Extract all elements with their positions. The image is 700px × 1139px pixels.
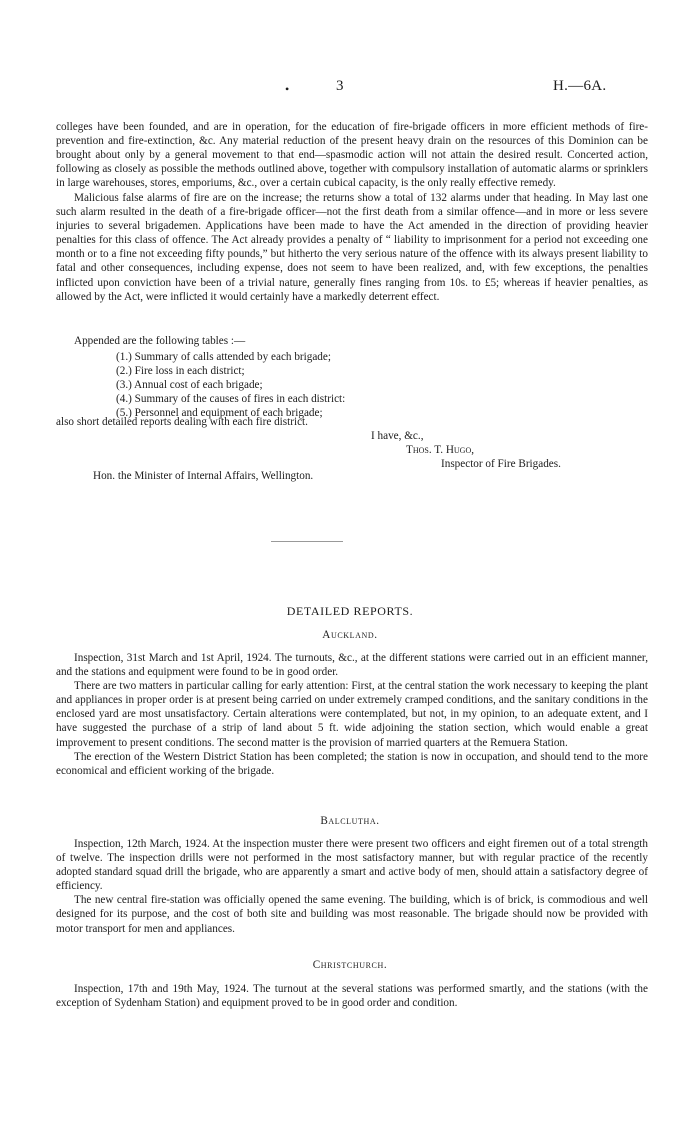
paragraph-text: There are two matters in particular calling for early attention: First, at the central station the work necessary to keeping the plant and appliances in proper order is at present being carried on under extremely cramped conditions, and the sanitary conditions in the enclosed yard are most unsatisfactory. Certain alterations were contemplated, but not, in my opinion, to an adequate extent, and I have suggested the purchase of a strip of land about 5 ft. wide adjoining the station section, which would enable a great improvement to present conditions. The second matter is the provision of married quarters at the Remuera Station. <box>56 680 648 749</box>
addressee: Hon. the Minister of Internal Affairs, Wellington. <box>93 470 314 482</box>
paragraph-text: Malicious false alarms of fire are on the increase; the returns show a total of 132 alarms under that heading. In May last one such alarm resulted in the death of a fire-brigade officer—not the first death from a similar offence—and in more or less severe injuries to several brigademen. Applications have been made to have the Act amended in the direction of providing heavier penalties for this class of offence. The Act already provides a penalty of “ liability to imprisonment for a period not exceeding one month or to a fine not exceeding fifty pounds,” but hitherto the very serious nature of the offence with its always present liability to fatal and other consequences, including expense, does not seem to have been realized, and, with few exceptions, the penalties inflicted upon conviction have been of a trivial nature, generally fines ranging from 10s. to £5; whereas if heavier penalties, as allowed by the Act, were inflicted it would certainly have a markedly deterrent effect. <box>56 192 648 303</box>
district-title-auckland: Auckland. <box>322 629 378 641</box>
intro-paragraph-1 <box>56 120 648 190</box>
christchurch-report <box>56 982 648 1010</box>
document-reference: H.—6A. <box>553 78 607 94</box>
paragraph-text: Inspection, 31st March and 1st April, 1924. The turnouts, &c., at the different stations were carried out in an efficient manner, and the stations and equipment were found to be in good order. <box>56 652 648 679</box>
section-divider <box>271 541 343 542</box>
paragraph-text: The new central fire-station was officially opened the same evening. The building, which is of brick, is commodious and well designed for its purpose, and the cost of both site and building was most reasonable. The brigade should now be provided with motor transport for men and appliances. <box>56 894 648 935</box>
auckland-report <box>56 651 648 778</box>
appended-line <box>56 334 648 348</box>
paragraph-text: Inspection, 12th March, 1924. At the inspection muster there were present two officers and eight firemen out of a total strength of twelve. The inspection drills were not performed in the most satisfactory manner, but with regular practice of the recently adopted standard squad drill the brigade, who are apparently a smart and active body of men, should attain a satisfactory degree of efficiency. <box>56 838 648 893</box>
page-header <box>0 78 700 98</box>
list-item: (5.) Personnel and equipment of each brigade; <box>116 407 323 420</box>
list-item: (2.) Fire loss in each district; <box>116 365 245 378</box>
list-item: (3.) Annual cost of each brigade; <box>116 379 263 392</box>
page-number: 3 <box>336 78 344 94</box>
section-heading: DETAILED REPORTS. <box>286 604 414 618</box>
signature-name: Thos. T. Hugo, <box>406 444 475 456</box>
balclutha-report <box>56 837 648 936</box>
district-title-christchurch: Christchurch. <box>312 959 388 971</box>
paragraph-text: colleges have been founded, and are in operation, for the education of fire-brigade officers in more efficient methods of fire-prevention and fire-extinction, &c. Any material reduction of the present heavy drain on the resources of this Dominion can be brought about only by a general movement to that end—spasmodic action will not attain the desired result. Concerted action, following as closely as possible the methods outlined above, together with compulsory installation of automatic alarms or sprinklers in large warehouses, stores, emporiums, &c., over a certain cubical capacity, is the only really effective remedy. <box>56 121 648 190</box>
signature-title: Inspector of Fire Brigades. <box>441 458 561 470</box>
tables-list <box>116 350 345 420</box>
intro-paragraph-2 <box>56 191 648 304</box>
district-title-balclutha: Balclutha. <box>320 815 380 827</box>
header-dot: • <box>285 82 290 96</box>
list-item: (1.) Summary of calls attended by each brigade; <box>116 351 331 363</box>
paragraph-text: Appended are the following tables :— <box>74 335 246 347</box>
signature-closing: I have, &c., <box>371 430 424 442</box>
paragraph-text: Inspection, 17th and 19th May, 1924. The turnout at the several stations was performed smartly, and the stations (with the exception of Sydenham Station) and equipment proved to be in good order and condition. <box>56 983 648 1010</box>
paragraph-text: The erection of the Western District Station has been completed; the station is now in occupation, and should tend to the more economical and efficient working of the brigade. <box>56 750 648 777</box>
also-line <box>56 415 648 429</box>
paragraph-text: also short detailed reports dealing with each fire district. <box>56 416 308 428</box>
list-item: (4.) Summary of the causes of fires in each district: <box>116 393 346 406</box>
